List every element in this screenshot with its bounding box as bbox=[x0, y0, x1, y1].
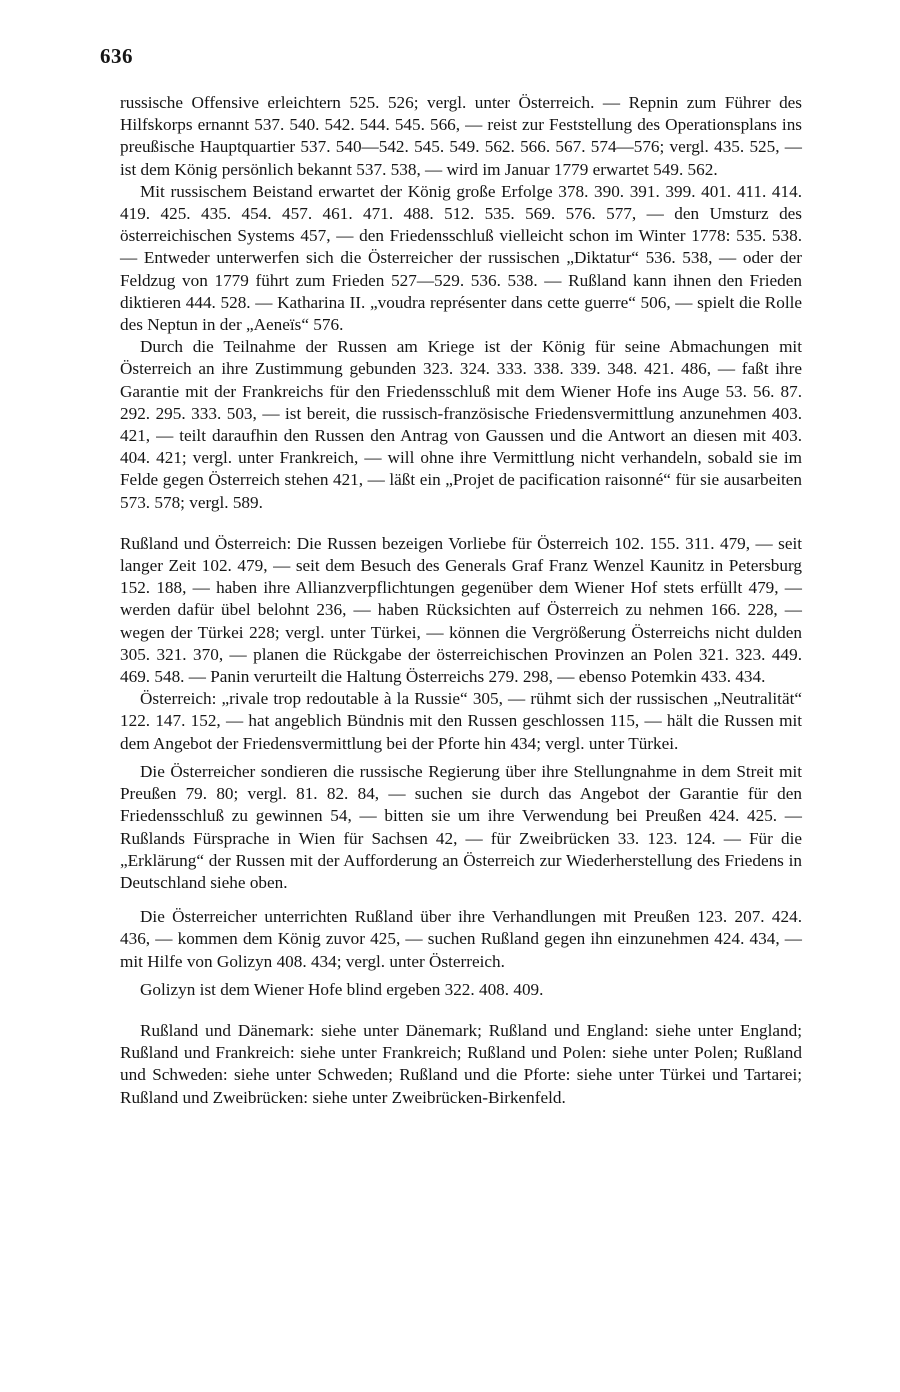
index-cross-references: Rußland und Dänemark: siehe unter Dänemark; Rußland und England: siehe unter England; Rußland und Frankreich: siehe unter Frankreich; Rußland und Polen: siehe unter Polen; Rußland und Schweden: siehe unter Schweden; Rußland und die Pforte: siehe unter Türkei und Tartarei; Rußland und Zweibrücken: siehe unter Zweibrücken-Birkenfeld. bbox=[120, 1020, 802, 1107]
page-number: 636 bbox=[100, 44, 133, 68]
index-section-russland-oesterreich: Rußland und Österreich: Die Russen bezeigen Vorliebe für Österreich 102. 155. 311. 479, — seit langer Zeit 102. 479, — seit dem Besuch des Generals Graf Franz Wenzel Kaunitz in Petersburg 152. 188, — haben ihre Allianzverpflichtungen gegenüber dem Wiener Hof stets erfüllt 479, — werden dafür übel belohnt 236, — haben Rücksichten auf Österreich zu nehmen 166. 228, — wegen der Türkei 228; vergl. unter Türkei, — können die Vergrößerung Österreichs nicht dulden 305. 321. 370, — planen die Rückgabe der österreichischen Provinzen an Polen 321. 323. 449. 469. 548. — Panin verurteilt die Haltung Österreichs 279. 298, — ebenso Potemkin 433. 434. bbox=[120, 533, 802, 687]
index-paragraph: Golizyn ist dem Wiener Hofe blind ergeben 322. 408. 409. bbox=[140, 979, 544, 999]
index-text-body bbox=[120, 92, 802, 1109]
index-paragraph: Österreich: „rivale trop redoutable à la Russie“ 305, — rühmt sich der russischen „Neutralität“ 122. 147. 152, — hat angeblich Bündnis mit den Russen geschlossen 115, — hält die Russen mit dem Angebot der Friedensvermittlung bei der Pforte hin 434; vergl. unter Türkei. bbox=[120, 689, 802, 753]
index-paragraph: Die Österreicher unterrichten Rußland über ihre Verhandlungen mit Preußen 123. 207. 424. 436, — kommen dem König zuvor 425, — suchen Rußland gegen ihn einzunehmen 424. 434, — mit Hilfe von Golizyn 408. 434; vergl. unter Österreich. bbox=[120, 907, 802, 971]
index-paragraph: Durch die Teilnahme der Russen am Kriege ist der König für seine Abmachungen mit Österreich an ihre Zustimmung gebunden 323. 324. 333. 338. 339. 348. 421. 486, — faßt ihre Garantie mit der Frankreichs für den Friedensschluß mit dem Wiener Hofe ins Auge 53. 56. 87. 292. 295. 333. 503, — ist bereit, die russisch-französische Friedensvermittlung anzunehmen 403. 421, — teilt daraufhin den Russen den Antrag von Gaussen und die Antwort an diesen mit 403. 404. 421; vergl. unter Frankreich, — will ohne ihre Vermittlung nicht verhandeln, sobald sie im Felde gegen Österreich stehen 421, — läßt ein „Projet de pacification raisonné“ für sie ausarbeiten 573. 578; vergl. 589. bbox=[120, 337, 802, 512]
index-paragraph: russische Offensive erleichtern 525. 526; vergl. unter Österreich. — Repnin zum Führer des Hilfskorps ernannt 537. 540. 542. 544. 545. 566, — reist zur Feststellung des Operationsplans ins preußische Hauptquartier 537. 540—542. 545. 549. 562. 566. 567. 574—576; vergl. 435. 525, — ist dem König persönlich bekannt 537. 538, — wird im Januar 1779 erwartet 549. 562. bbox=[120, 93, 802, 179]
index-paragraph: Die Österreicher sondieren die russische Regierung über ihre Stellungnahme in dem Streit mit Preußen 79. 80; vergl. 81. 82. 84, — suchen sie durch das Angebot der Garantie für den Friedensschluß zu gewinnen 54, — bitten sie um ihre Verwendung bei Preußen 424. 425. — Rußlands Fürsprache in Wien für Sachsen 42, — für Zweibrücken 33. 123. 124. — Für die „Erklärung“ der Russen mit der Aufforderung an Österreich zur Wiederherstellung des Friedens in Deutschland siehe oben. bbox=[120, 761, 802, 892]
index-paragraph: Mit russischem Beistand erwartet der König große Erfolge 378. 390. 391. 399. 401. 411. 414. 419. 425. 435. 454. 457. 461. 471. 488. 512. 535. 569. 576. 577, — den Umsturz des österreichischen Systems 457, — den Friedensschluß vielleicht schon im Winter 1778: 535. 538. — Entweder unterwerfen sich die Österreicher der russischen „Diktatur“ 536. 538, — oder der Feldzug von 1779 führt zum Frieden 527—529. 536. 538. — Rußland kann ihnen den Frieden diktieren 444. 528. — Katharina II. „voudra représenter dans cette guerre“ 506, — spielt die Rolle des Neptun in der „Aeneïs“ 576. bbox=[120, 181, 802, 335]
